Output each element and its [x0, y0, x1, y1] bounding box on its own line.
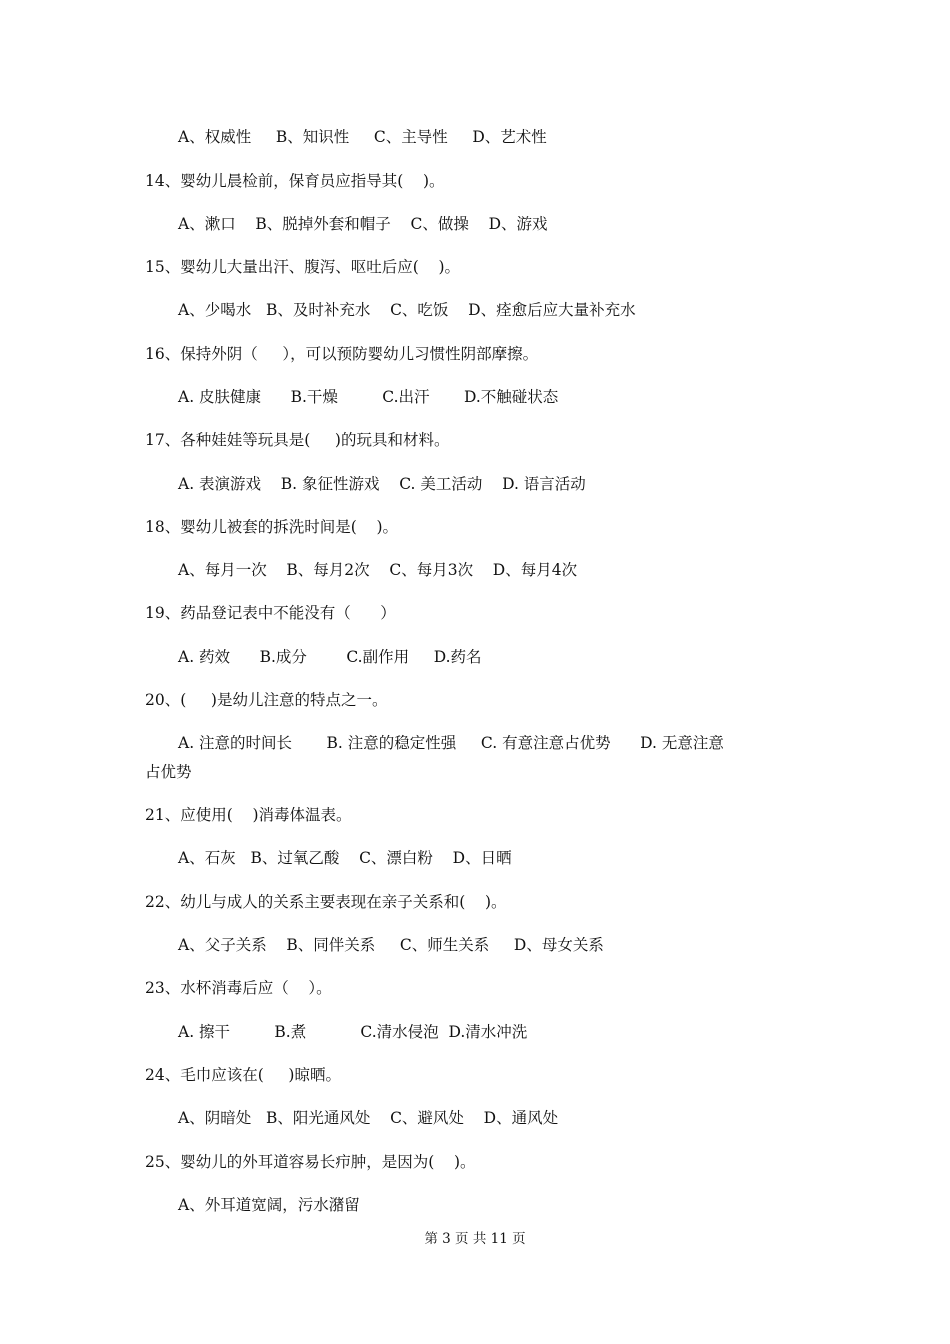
question-15: 15、婴幼儿大量出汗、腹泻、呕吐后应( )。	[145, 258, 461, 276]
question-23: 23、水杯消毒后应（ ）。	[145, 979, 332, 997]
question-22: 22、幼儿与成人的关系主要表现在亲子关系和( )。	[145, 893, 507, 911]
question-17: 17、各种娃娃等玩具是( )的玩具和材料。	[145, 431, 450, 449]
options-q20-continued: 占优势	[145, 763, 192, 781]
question-21: 21、应使用( )消毒体温表。	[145, 806, 352, 824]
options-q24: A、阴暗处 B、阳光通风处 C、避风处 D、通风处	[178, 1109, 559, 1127]
options-q19: A. 药效 B.成分 C.副作用 D.药名	[178, 648, 482, 666]
options-q16: A. 皮肤健康 B.干燥 C.出汗 D.不触碰状态	[178, 388, 559, 406]
question-16: 16、保持外阴（ ），可以预防婴幼儿习惯性阴部摩擦。	[145, 345, 539, 363]
question-14: 14、婴幼儿晨检前，保育员应指导其( )。	[145, 172, 445, 190]
options-q13: A、权威性 B、知识性 C、主导性 D、艺术性	[178, 128, 547, 146]
question-19: 19、药品登记表中不能没有（ ）	[145, 604, 396, 622]
question-18: 18、婴幼儿被套的拆洗时间是( )。	[145, 518, 399, 536]
options-q20: A. 注意的时间长 B. 注意的稳定性强 C. 有意注意占优势 D. 无意注意	[178, 734, 724, 752]
question-20: 20、( )是幼儿注意的特点之一。	[145, 691, 388, 709]
question-24: 24、毛巾应该在( )晾晒。	[145, 1066, 341, 1084]
options-q25: A、外耳道宽阔，污水潴留	[178, 1196, 360, 1214]
question-25: 25、婴幼儿的外耳道容易长疖肿，是因为( )。	[145, 1153, 476, 1171]
options-q21: A、石灰 B、过氧乙酸 C、漂白粉 D、日晒	[178, 849, 512, 867]
options-q23: A. 擦干 B.煮 C.清水侵泡 D.清水冲洗	[178, 1023, 528, 1041]
options-q22: A、父子关系 B、同伴关系 C、师生关系 D、母女关系	[178, 936, 604, 954]
options-q14: A、漱口 B、脱掉外套和帽子 C、做操 D、游戏	[178, 215, 548, 233]
page-footer: 第 3 页 共 11 页	[424, 1231, 526, 1247]
options-q17: A. 表演游戏 B. 象征性游戏 C. 美工活动 D. 语言活动	[178, 475, 586, 493]
options-q15: A、少喝水 B、及时补充水 C、吃饭 D、痊愈后应大量补充水	[178, 301, 636, 319]
options-q18: A、每月一次 B、每月2次 C、每月3次 D、每月4次	[178, 561, 578, 579]
